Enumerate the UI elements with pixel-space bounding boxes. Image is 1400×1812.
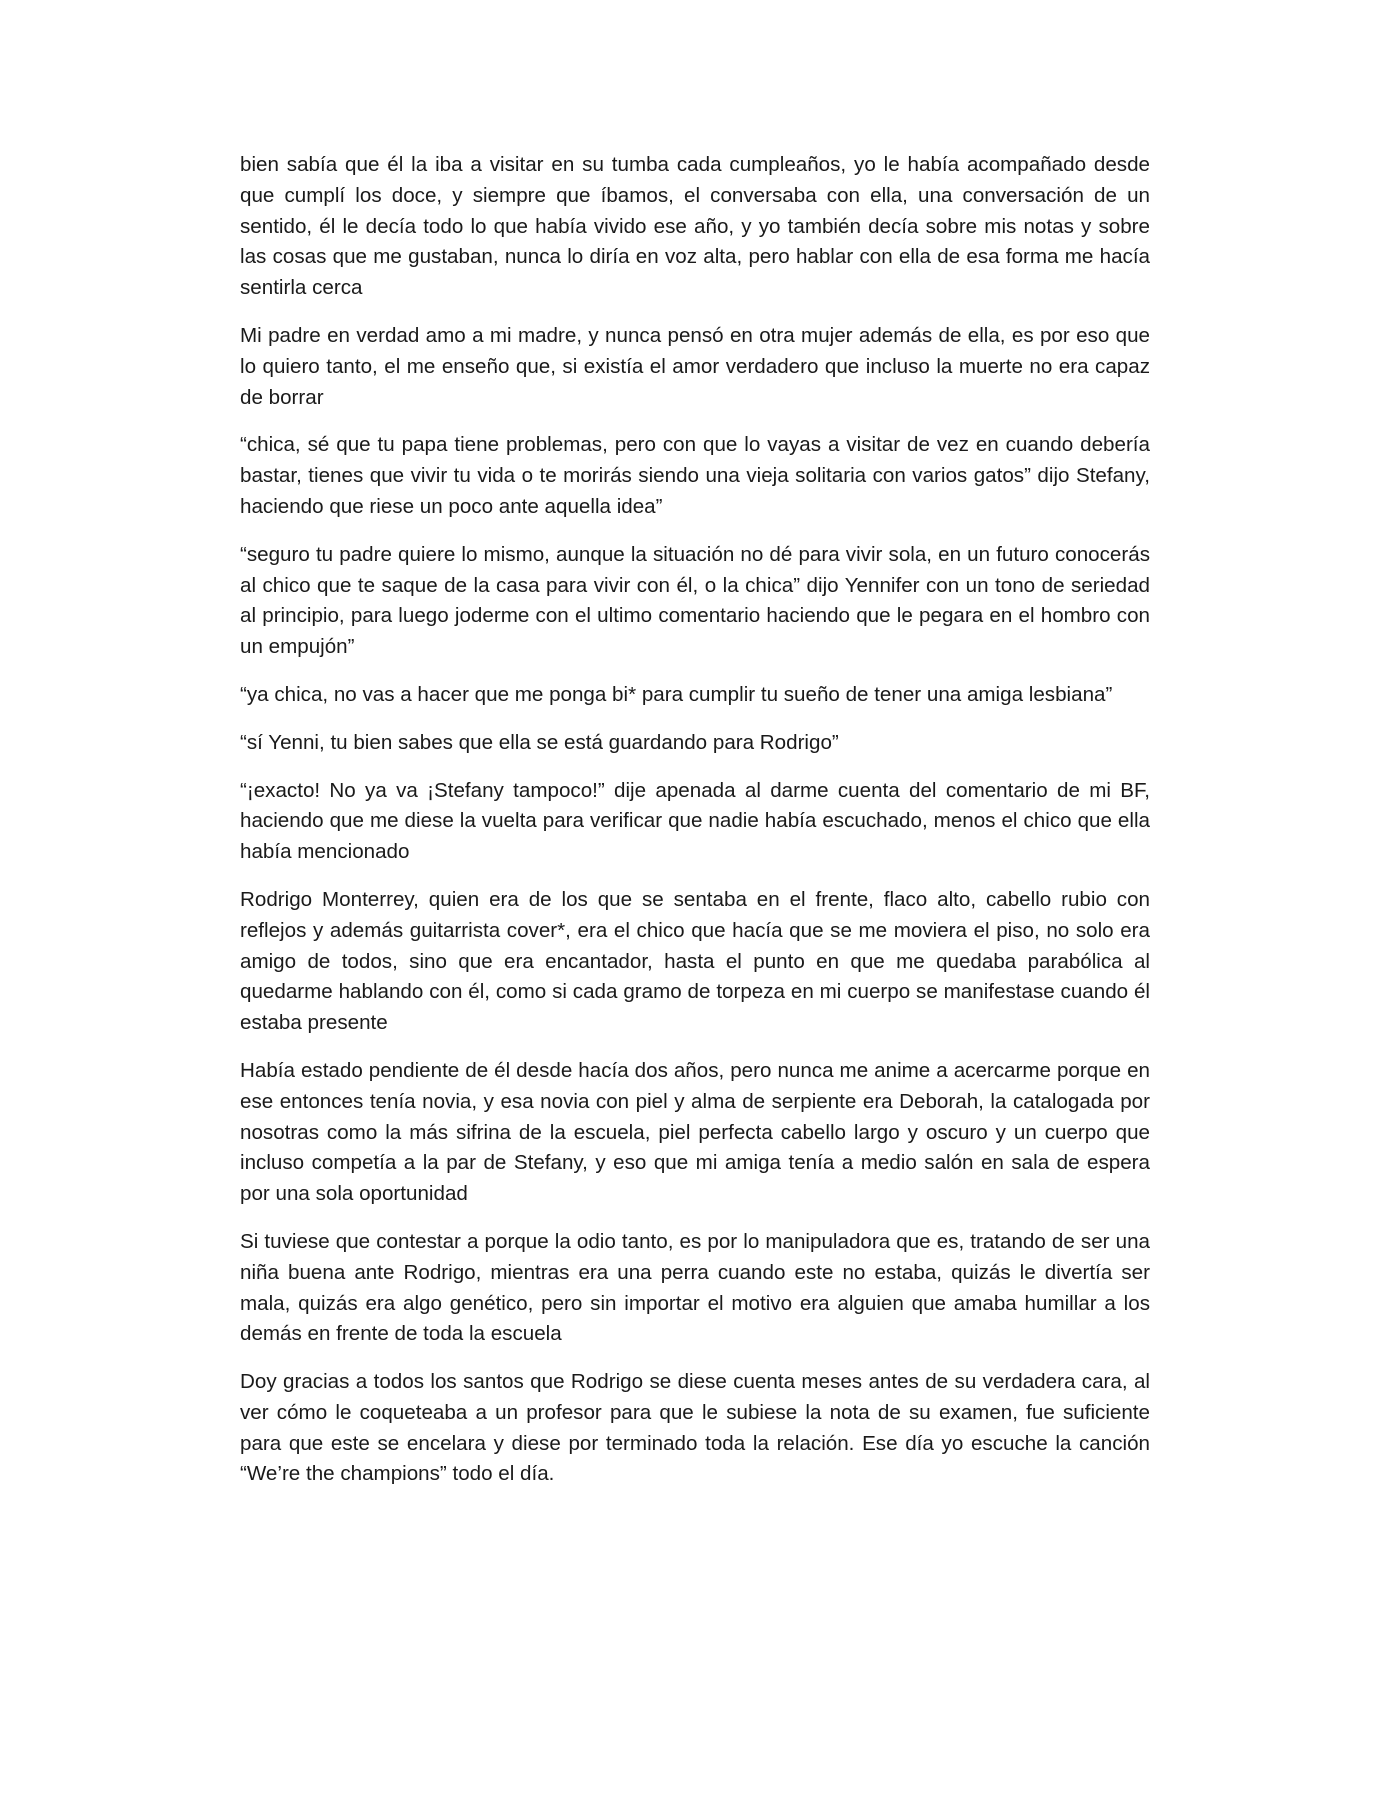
paragraph-7: “¡exacto! No ya va ¡Stefany tampoco!” dije apenada al darme cuenta del comentario de mi BF, haciendo que me diese la vuelta para verificar que nadie había escuchado, menos el chico que ella había mencionado [240, 778, 1150, 864]
paragraph-6: “sí Yenni, tu bien sabes que ella se está guardando para Rodrigo” [240, 730, 839, 754]
paragraph-3: “chica, sé que tu papa tiene problemas, pero con que lo vayas a visitar de vez en cuando debería bastar, tienes que vivir tu vida o te morirás siendo una vieja solitaria con varios gatos” dijo Stefany, haciendo que riese un poco ante aquella idea” [240, 433, 1150, 518]
paragraph-9: Había estado pendiente de él desde hacía dos años, pero nunca me anime a acercarme porque en ese entonces tenía novia, y esa novia con piel y alma de serpiente era Deborah, la catalogada por nosotras como la más sifrina de la escuela, piel perfecta cabello largo y oscuro y un cuerpo que incluso competía a la par de Stefany, y eso que mi amiga tenía a medio salón en sala de espera por una sola oportunidad [240, 1058, 1150, 1206]
paragraph-4: “seguro tu padre quiere lo mismo, aunque la situación no dé para vivir sola, en un futuro conocerás al chico que te saque de la casa para vivir con él, o la chica” dijo Yennifer con un tono de seriedad al principio, para luego joderme con el ultimo comentario haciendo que le pegara en el hombro con un empujón” [240, 542, 1150, 659]
paragraph-2: Mi padre en verdad amo a mi madre, y nunca pensó en otra mujer además de ella, es por eso que lo quiero tanto, el me enseño que, si existía el amor verdadero que incluso la muerte no era capaz de borrar [240, 323, 1150, 409]
paragraph-11: Doy gracias a todos los santos que Rodrigo se diese cuenta meses antes de su verdadera cara, al ver cómo le coqueteaba a un profesor para que le subiese la nota de su examen, fue suficiente para que este se encelara y diese por terminado toda la relación. Ese día yo escuche la canción “We’re the champions” todo el día. [240, 1370, 1150, 1486]
paragraph-10: Si tuviese que contestar a porque la odio tanto, es por lo manipuladora que es, tratando de ser una niña buena ante Rodrigo, mientras era una perra cuando este no estaba, quizás le divertía ser mala, quizás era algo genético, pero sin importar el motivo era alguien que amaba humillar a los demás en frente de toda la escuela [240, 1229, 1150, 1346]
paragraph-5: “ya chica, no vas a hacer que me ponga bi* para cumplir tu sueño de tener una amiga lesbiana” [240, 682, 1113, 706]
document-body [240, 150, 1150, 1507]
paragraph-8: Rodrigo Monterrey, quien era de los que se sentaba en el frente, flaco alto, cabello rubio con reflejos y además guitarrista cover*, era el chico que hacía que se me moviera el piso, no solo era amigo de todos, sino que era encantador, hasta el punto en que me quedaba parabólica al quedarme hablando con él, como si cada gramo de torpeza en mi cuerpo se manifestase cuando él estaba presente [240, 887, 1150, 1035]
paragraph-1: bien sabía que él la iba a visitar en su tumba cada cumpleaños, yo le había acompañado desde que cumplí los doce, y siempre que íbamos, el conversaba con ella, una conversación de un sentido, él le decía todo lo que había vivido ese año, y yo también decía sobre mis notas y sobre las cosas que me gustaban, nunca lo diría en voz alta, pero hablar con ella de esa forma me hacía sentirla cerca [240, 153, 1150, 300]
